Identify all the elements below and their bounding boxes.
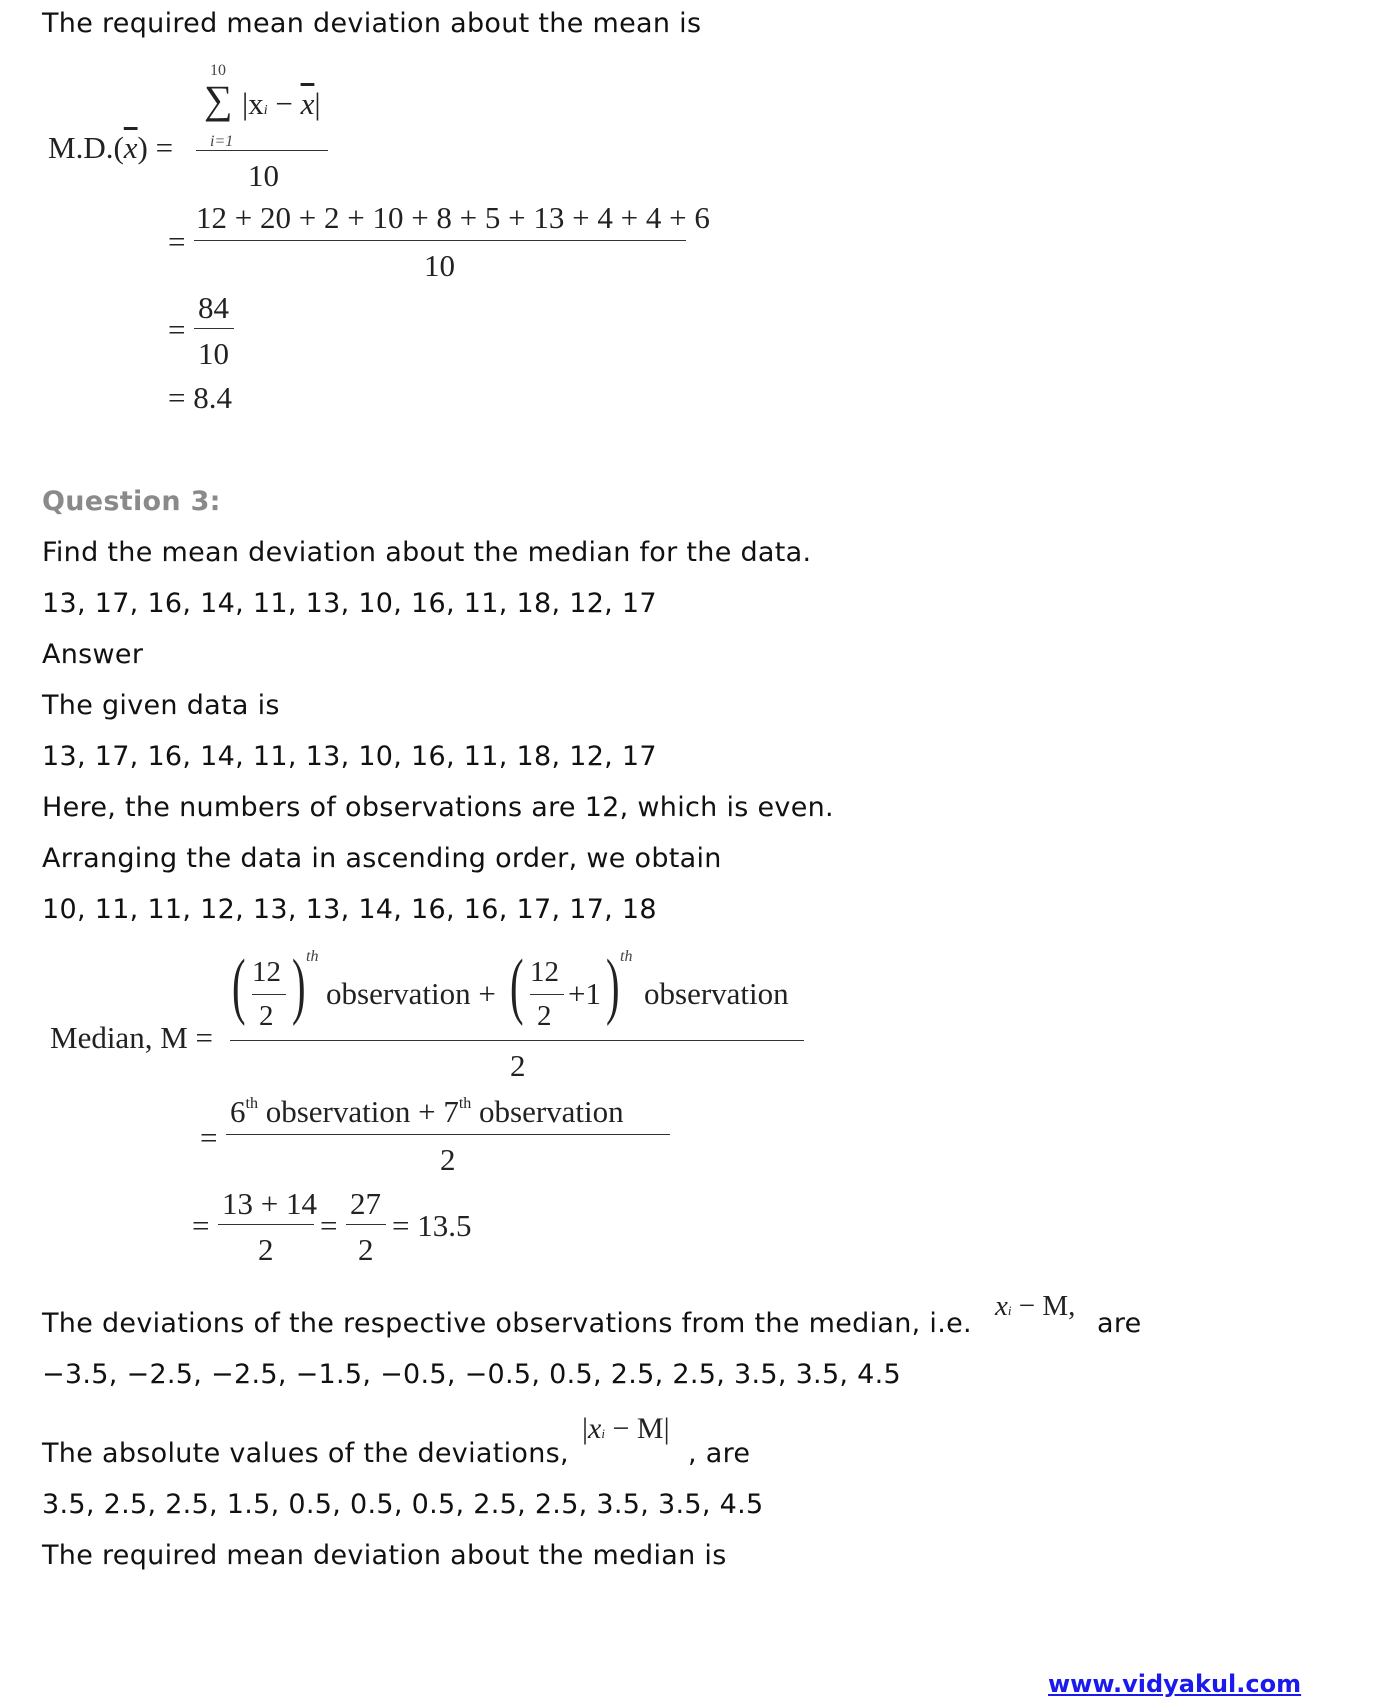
abs-close: | xyxy=(663,1412,670,1445)
deviations-are: are xyxy=(1097,1308,1142,1339)
footer-website-link[interactable]: www.vidyakul.com xyxy=(1048,1670,1302,1698)
frac-12-num-2: 12 xyxy=(530,956,559,988)
numerator-b xyxy=(230,1094,624,1130)
equals-d: = xyxy=(320,1208,338,1243)
paren-open-2: ( xyxy=(510,945,524,1027)
md-xbar: $\overline{x}$ xyxy=(123,130,138,165)
sixth-number: 6 xyxy=(230,1094,246,1129)
md-close: ) = xyxy=(137,130,174,165)
abs-intro: The absolute values of the deviations, xyxy=(42,1438,569,1469)
result-mean-deviation: = 8.4 xyxy=(168,380,232,415)
median-fraction-bar xyxy=(230,1040,804,1041)
sixth-th: th xyxy=(245,1095,258,1112)
sum-sign: ∑ xyxy=(204,77,233,122)
fraction-bar-2 xyxy=(194,240,686,241)
observation-2: observation xyxy=(644,976,789,1011)
plus-one: +1 xyxy=(568,976,601,1011)
equals-2: = xyxy=(168,224,186,259)
fraction-bar-b xyxy=(226,1134,670,1135)
equals-b: = xyxy=(200,1120,218,1155)
denominator-d: 2 xyxy=(358,1232,374,1267)
frac-12-bar-2 xyxy=(530,994,564,995)
median-denominator: 2 xyxy=(510,1048,526,1083)
sum-minus: − xyxy=(267,86,301,121)
seventh-th: th xyxy=(458,1095,472,1112)
abs-open: | xyxy=(582,1412,589,1445)
given-data: 13, 17, 16, 14, 11, 13, 10, 16, 11, 18, 12, 17 xyxy=(42,741,657,772)
denominator-c: 2 xyxy=(258,1232,274,1267)
numerator-3: 84 xyxy=(198,290,229,325)
equals-c: = xyxy=(192,1208,210,1243)
fraction-bar-3 xyxy=(194,328,234,329)
question-data: 13, 17, 16, 14, 11, 13, 10, 16, 11, 18, 12, 17 xyxy=(42,588,657,619)
xi-x: x xyxy=(995,1290,1008,1322)
sum-abs-close: | xyxy=(314,86,321,121)
sum-upper-limit: 10 xyxy=(210,62,226,79)
th-superscript-2: th xyxy=(620,948,633,965)
observation-count: Here, the numbers of observations are 12, which is even. xyxy=(42,792,834,823)
denominator-2: 10 xyxy=(424,248,455,283)
sum-abs-open: |x xyxy=(242,86,264,121)
sum-subscript: i xyxy=(263,103,268,118)
abs-xi-minus-m xyxy=(582,1412,670,1446)
observation-plus: observation + xyxy=(326,976,496,1011)
numerator-d: 27 xyxy=(350,1186,381,1221)
denominator-3: 10 xyxy=(198,336,229,371)
minus-m: − M, xyxy=(1011,1290,1076,1322)
abs-subscript: i xyxy=(601,1426,605,1441)
abs-x: x xyxy=(588,1412,602,1445)
sum-lower-limit: i=1 xyxy=(210,133,234,150)
xi-subscript: i xyxy=(1007,1303,1012,1318)
fraction-bar-d xyxy=(346,1224,386,1225)
abs-are: , are xyxy=(688,1438,751,1469)
sum-xbar: $\overline{x}$ xyxy=(300,86,315,121)
sum-body xyxy=(242,86,321,122)
paren-close-2: ) xyxy=(606,945,620,1027)
seventh-observation: observation xyxy=(471,1094,624,1129)
median-result: = 13.5 xyxy=(392,1208,472,1243)
fraction-bar-1 xyxy=(196,150,328,151)
numerator-2: 12 + 20 + 2 + 10 + 8 + 5 + 13 + 4 + 4 + 6 xyxy=(196,200,710,235)
xi-minus-m xyxy=(995,1290,1075,1323)
deviations-data: −3.5, −2.5, −2.5, −1.5, −0.5, −0.5, 0.5, 2.5, 2.5, 3.5, 3.5, 4.5 xyxy=(42,1359,902,1390)
sorted-data: 10, 11, 11, 12, 13, 13, 14, 16, 16, 17, 17, 18 xyxy=(42,894,657,925)
median-label: Median, M = xyxy=(50,1020,213,1055)
paren-close-1: ) xyxy=(292,945,306,1027)
denominator-1: 10 xyxy=(248,158,279,193)
md-label-text: M.D.( xyxy=(48,130,124,165)
abs-minus-m: − M xyxy=(604,1412,664,1445)
denominator-b: 2 xyxy=(440,1142,456,1177)
frac-12-den-2: 2 xyxy=(537,1000,552,1032)
frac-12-num: 12 xyxy=(252,956,281,988)
intro-mean-deviation-text: The required mean deviation about the mean is xyxy=(42,8,702,39)
frac-12-den: 2 xyxy=(259,1000,274,1032)
numerator-c: 13 + 14 xyxy=(222,1186,317,1221)
equals-3: = xyxy=(168,312,186,347)
abs-data: 3.5, 2.5, 2.5, 1.5, 0.5, 0.5, 0.5, 2.5, 2.5, 3.5, 3.5, 4.5 xyxy=(42,1489,764,1520)
frac-12-bar xyxy=(252,994,286,995)
th-superscript-1: th xyxy=(306,948,319,965)
md-label xyxy=(48,130,173,166)
given-label: The given data is xyxy=(42,690,280,721)
fraction-bar-c xyxy=(218,1224,314,1225)
arranging-text: Arranging the data in ascending order, we obtain xyxy=(42,843,722,874)
deviations-intro: The deviations of the respective observations from the median, i.e. xyxy=(42,1308,972,1339)
paren-open-1: ( xyxy=(232,945,246,1027)
question-text: Find the mean deviation about the median for the data. xyxy=(42,537,812,568)
answer-label: Answer xyxy=(42,639,144,670)
seventh-plus: observation + 7 xyxy=(257,1094,459,1129)
md-median-intro: The required mean deviation about the median is xyxy=(42,1540,727,1571)
question-label: Question 3: xyxy=(42,486,221,517)
